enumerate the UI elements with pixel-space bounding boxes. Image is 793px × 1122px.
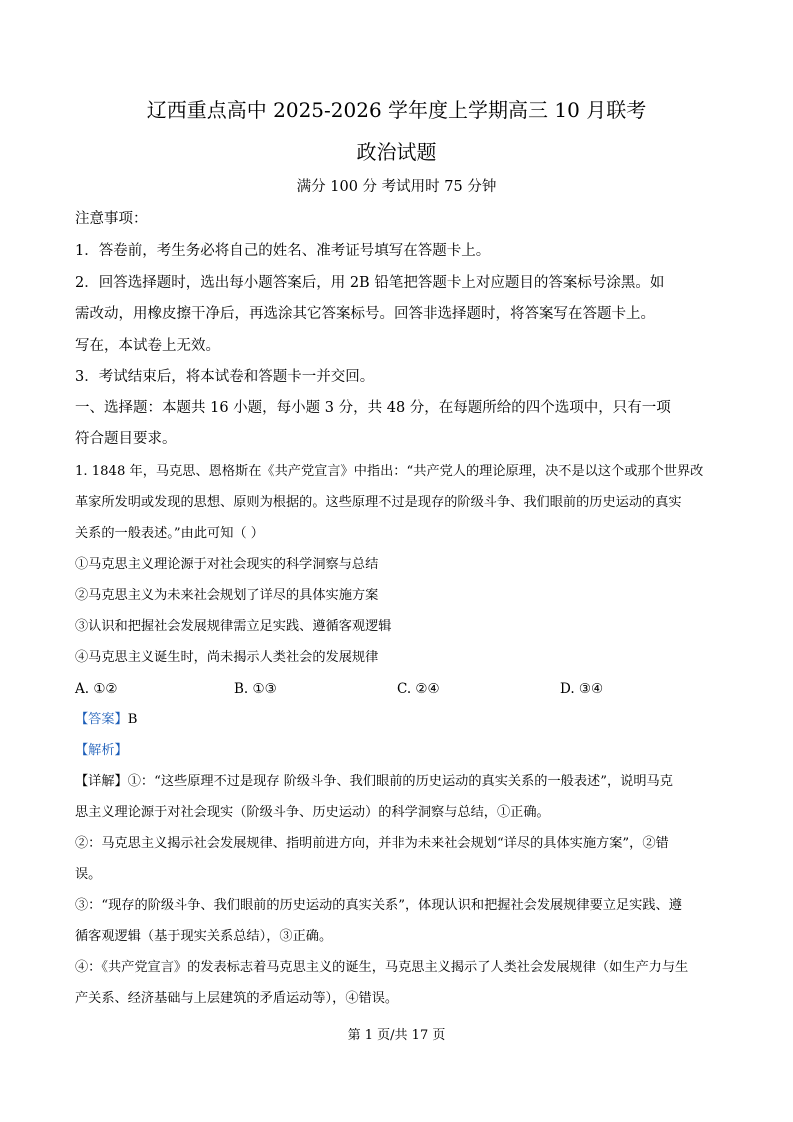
analysis-line [75, 740, 128, 762]
answer-tag: 【答案】 [75, 712, 128, 727]
score-info: 满分 100 分 考试用时 75 分钟 [296, 179, 497, 195]
section-heading-line-2: 符合题目要求。 [75, 431, 177, 447]
analysis-tag: 【解析】 [75, 743, 128, 758]
answer-line [75, 709, 137, 731]
detail-tag: 【详解】 [75, 774, 128, 789]
option-a: A. ①② [75, 681, 118, 697]
detail-2-line-1: ②：马克思主义揭示社会发展规律、指明前进方向，并非为未来社会规划“详尽的具体实施方案”，②错 [75, 836, 669, 851]
subject-title: 政治试题 [356, 140, 437, 164]
statement-1: ①马克思主义理论源于对社会现实的科学洞察与总结 [75, 557, 379, 572]
section-heading-line-1: 一、选择题：本题共 16 小题，每小题 3 分，共 48 分，在每题所给的四个选项中，只有一项 [75, 400, 671, 416]
question-stem-line-2: 革家所发明或发现的思想、原则为根据的。这些原理不过是现存的阶级斗争、我们眼前的历史运动的真实 [75, 495, 682, 510]
notice-item-1: 1．答卷前，考生务必将自己的姓名、准考证号填写在答题卡上。 [75, 243, 491, 259]
detail-4-line-1: ④：《共产党宣言》的发表标志着马克思主义的诞生，马克思主义揭示了人类社会发展规律（如生产力与生 [75, 960, 689, 975]
detail-2-line-2: 误。 [75, 867, 102, 882]
detail-3-line-1: ③：“现存的阶级斗争、我们眼前的历史运动的真实关系”，体现认识和把握社会发展规律要立足实践、遵 [75, 898, 682, 913]
page-footer: 第 1 页/共 17 页 [347, 1028, 446, 1043]
notice-item-2-line-1: 2．回答选择题时，选出每小题答案后，用 2B 铅笔把答题卡上对应题目的答案标号涂黑。如 [75, 275, 665, 291]
notice-item-2-line-2: 需改动，用橡皮擦干净后，再选涂其它答案标号。回答非选择题时，将答案写在答题卡上。 [75, 306, 655, 322]
question-stem-line-1: 1. 1848 年，马克思、恩格斯在《共产党宣言》中指出：“共产党人的理论原理，决不是以这个或那个世界改 [75, 464, 704, 479]
detail-text-1: ①：“这些原理不过是现存 阶级斗争、我们眼前的历史运动的真实关系的一般表述”，说明马克 [127, 774, 673, 789]
page-title: 辽西重点高中 2025-2026 学年度上学期高三 10 月联考 [146, 98, 647, 122]
option-c: C. ②④ [397, 681, 440, 697]
detail-line-2: 思主义理论源于对社会现实（阶级斗争、历史运动）的科学洞察与总结，①正确。 [75, 805, 550, 820]
notice-item-3: 3．考试结束后，将本试卷和答题卡一并交回。 [75, 369, 375, 385]
detail-4-line-2: 产关系、经济基础与上层建筑的矛盾运动等），④错误。 [75, 991, 399, 1006]
notice-item-2-line-3: 写在，本试卷上无效。 [75, 338, 220, 354]
notice-heading: 注意事项： [75, 211, 148, 227]
statement-2: ②马克思主义为未来社会规划了详尽的具体实施方案 [75, 588, 379, 603]
detail-3-line-2: 循客观逻辑（基于现实关系总结），③正确。 [75, 929, 333, 944]
detail-line-1 [75, 771, 673, 793]
option-b: B. ①③ [234, 681, 277, 697]
statement-4: ④马克思主义诞生时，尚未揭示人类社会的发展规律 [75, 650, 379, 665]
question-stem-line-3: 关系的一般表述。”由此可知（ ） [75, 526, 264, 541]
option-d: D. ③④ [560, 681, 604, 697]
statement-3: ③认识和把握社会发展规律需立足实践、遵循客观逻辑 [75, 619, 392, 634]
answer-value: B [127, 712, 138, 727]
